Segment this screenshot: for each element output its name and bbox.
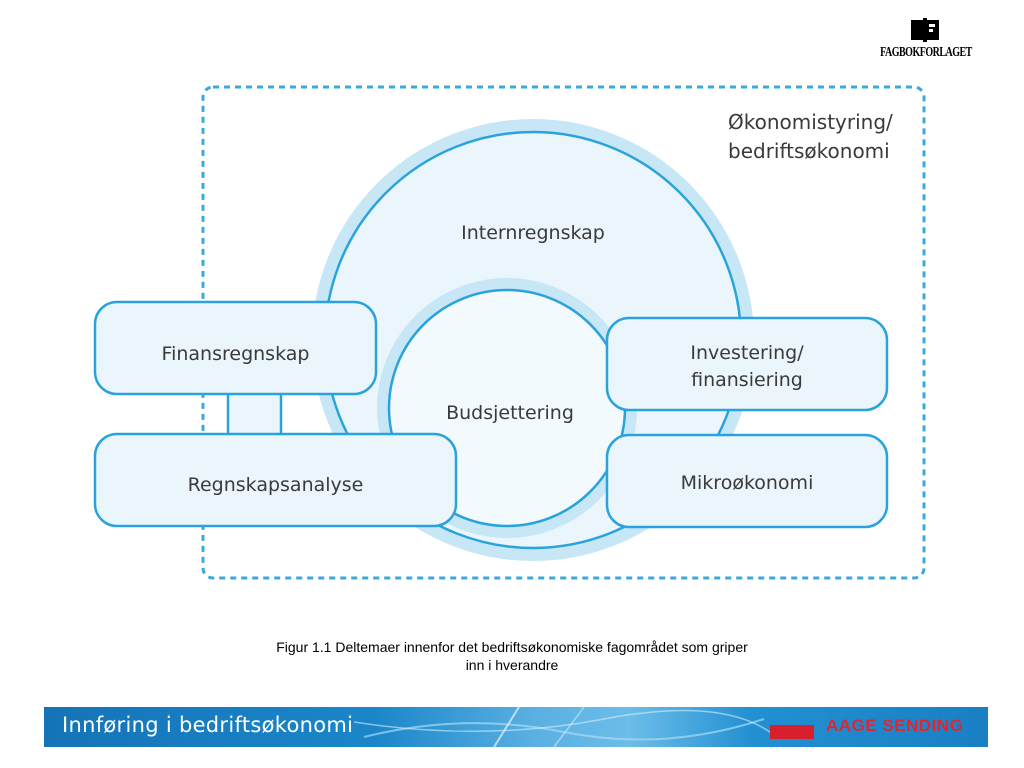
big-circle-label: Internregnskap <box>461 222 605 244</box>
mikrookonomi-label: Mikroøkonomi <box>680 472 814 494</box>
finansregnskap-label: Finansregnskap <box>161 343 310 365</box>
outer-label: Økonomistyring/ bedriftsøkonomi <box>728 110 893 163</box>
inner-circle-label: Budsjettering <box>446 402 574 424</box>
footer-decoration <box>344 707 784 747</box>
publisher-name: FAGBOKFORLAGET <box>880 45 972 61</box>
investering-label: Investering/ finansiering <box>690 342 804 391</box>
figure-caption: Figur 1.1 Deltemaer innenfor det bedriftsøkonomiske fagområdet som griper inn i hverandre <box>276 639 748 673</box>
regnskapsanalyse-label: Regnskapsanalyse <box>187 474 364 496</box>
author-name: AAGE SENDING <box>826 716 964 735</box>
book-title: Innføring i bedriftsøkonomi <box>62 713 354 737</box>
left-connector <box>228 388 281 438</box>
footer-banner <box>44 707 988 747</box>
author-mark <box>770 725 814 739</box>
